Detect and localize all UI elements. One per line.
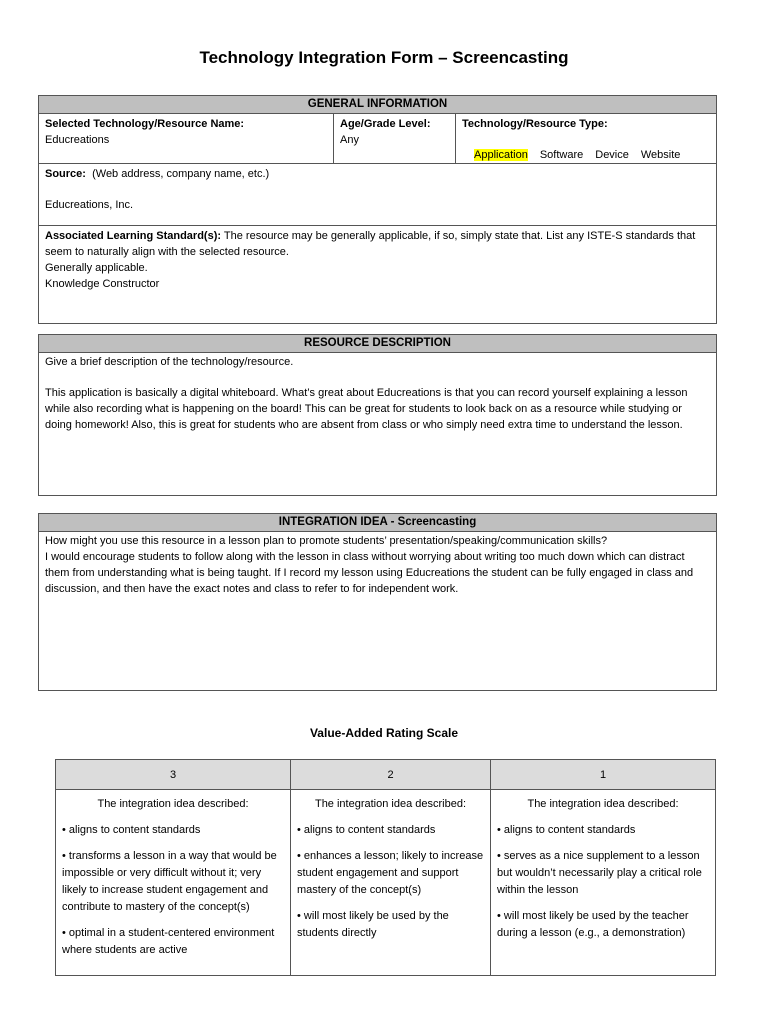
resource-name-value: Educreations [45,134,110,146]
rating-bullet: • aligns to content standards [297,824,436,836]
rating-bullet: • will most likely be used by the students directly [297,910,449,939]
integration-prompt: How might you use this resource in a lesson plan to promote students’ presentation/speaking/communication skills? [45,535,608,547]
rating-bullet: • transforms a lesson in a way that would be impossible or very difficult without it; very likely to increase student engagement and contribute to mastery of the concept(s) [62,850,277,913]
rating-bullet: • aligns to content standards [62,824,201,836]
rating-score-1: 1 [491,760,716,790]
rating-scale-title: Value-Added Rating Scale [309,726,459,740]
rating-bullet: • serves as a nice supplement to a lesson but wouldn’t necessarily play a critical role within the lesson [497,850,702,896]
standards-value: Knowledge Constructor [45,278,160,290]
type-option-software: Software [539,149,584,161]
resource-description-section [38,334,717,496]
integration-text: I would encourage students to follow along with the lesson in class without worrying about writing too much down which can distract them from understanding what is being taught. If I record my lesson using Educreations the student can be fully engaged in class and discussion, and then have the exact notes and class to refer to for independent work. [45,551,694,595]
standards-label: Associated Learning Standard(s): [45,230,222,242]
resource-description-header: RESOURCE DESCRIPTION [39,335,716,353]
standards-value: Generally applicable. [45,262,148,274]
rating-bullet: • will most likely be used by the teacher during a lesson (e.g., a demonstration) [497,910,689,939]
standards-cell [39,226,716,294]
rating-column-2 [291,790,491,976]
age-grade-cell [334,114,455,150]
description-prompt: Give a brief description of the technology/resource. [45,356,294,368]
source-label: Source: [45,168,86,180]
resource-type-label: Technology/Resource Type: [462,118,608,130]
integration-idea-body [39,531,716,599]
age-grade-label: Age/Grade Level: [340,118,431,130]
resource-description-body [39,352,716,435]
integration-idea-section [38,513,717,691]
rating-score-3: 3 [56,760,291,790]
rating-bullet: • aligns to content standards [497,824,636,836]
resource-type-options [474,147,692,163]
resource-name-label: Selected Technology/Resource Name: [45,118,245,130]
form-title: Technology Integration Form – Screencasting [199,48,569,67]
table-row [56,790,716,976]
resource-name-cell [39,114,333,150]
type-option-application: Application [474,149,528,161]
source-value: Educreations, Inc. [45,199,134,211]
rating-scale-table [55,759,716,976]
integration-idea-header: INTEGRATION IDEA - Screencasting [39,514,716,532]
rating-intro: The integration idea described: [97,798,249,810]
standards-hint: The resource may be generally applicable, if so, simply state that. List any ISTE-S standards that seem to naturally align with the selected resource. [45,230,696,258]
rating-bullet: • optimal in a student-centered environment where students are active [62,927,275,956]
rating-intro: The integration idea described: [314,798,467,810]
source-hint: (Web address, company name, etc.) [92,168,270,180]
rating-intro: The integration idea described: [527,798,679,810]
rating-column-1 [491,790,716,976]
rating-bullet: • enhances a lesson; likely to increase student engagement and support mastery of the concept(s) [297,850,484,896]
table-row [56,760,716,790]
general-information-header: GENERAL INFORMATION [39,96,716,114]
type-option-device: Device [595,149,629,161]
age-grade-value: Any [340,134,359,146]
type-option-website: Website [640,149,681,161]
rating-column-3 [56,790,291,976]
rating-score-2: 2 [291,760,491,790]
source-cell [39,164,716,215]
resource-type-cell [456,114,716,134]
description-text: This application is basically a digital whiteboard. What’s great about Educreations is that you can record yourself explaining a lesson while also recording what is happening on the board! This can be great for students to look back on as a resource while studying or doing homework! Also, this is great for students who are absent from class or who simply need extra time to understand the lesson. [45,387,688,431]
